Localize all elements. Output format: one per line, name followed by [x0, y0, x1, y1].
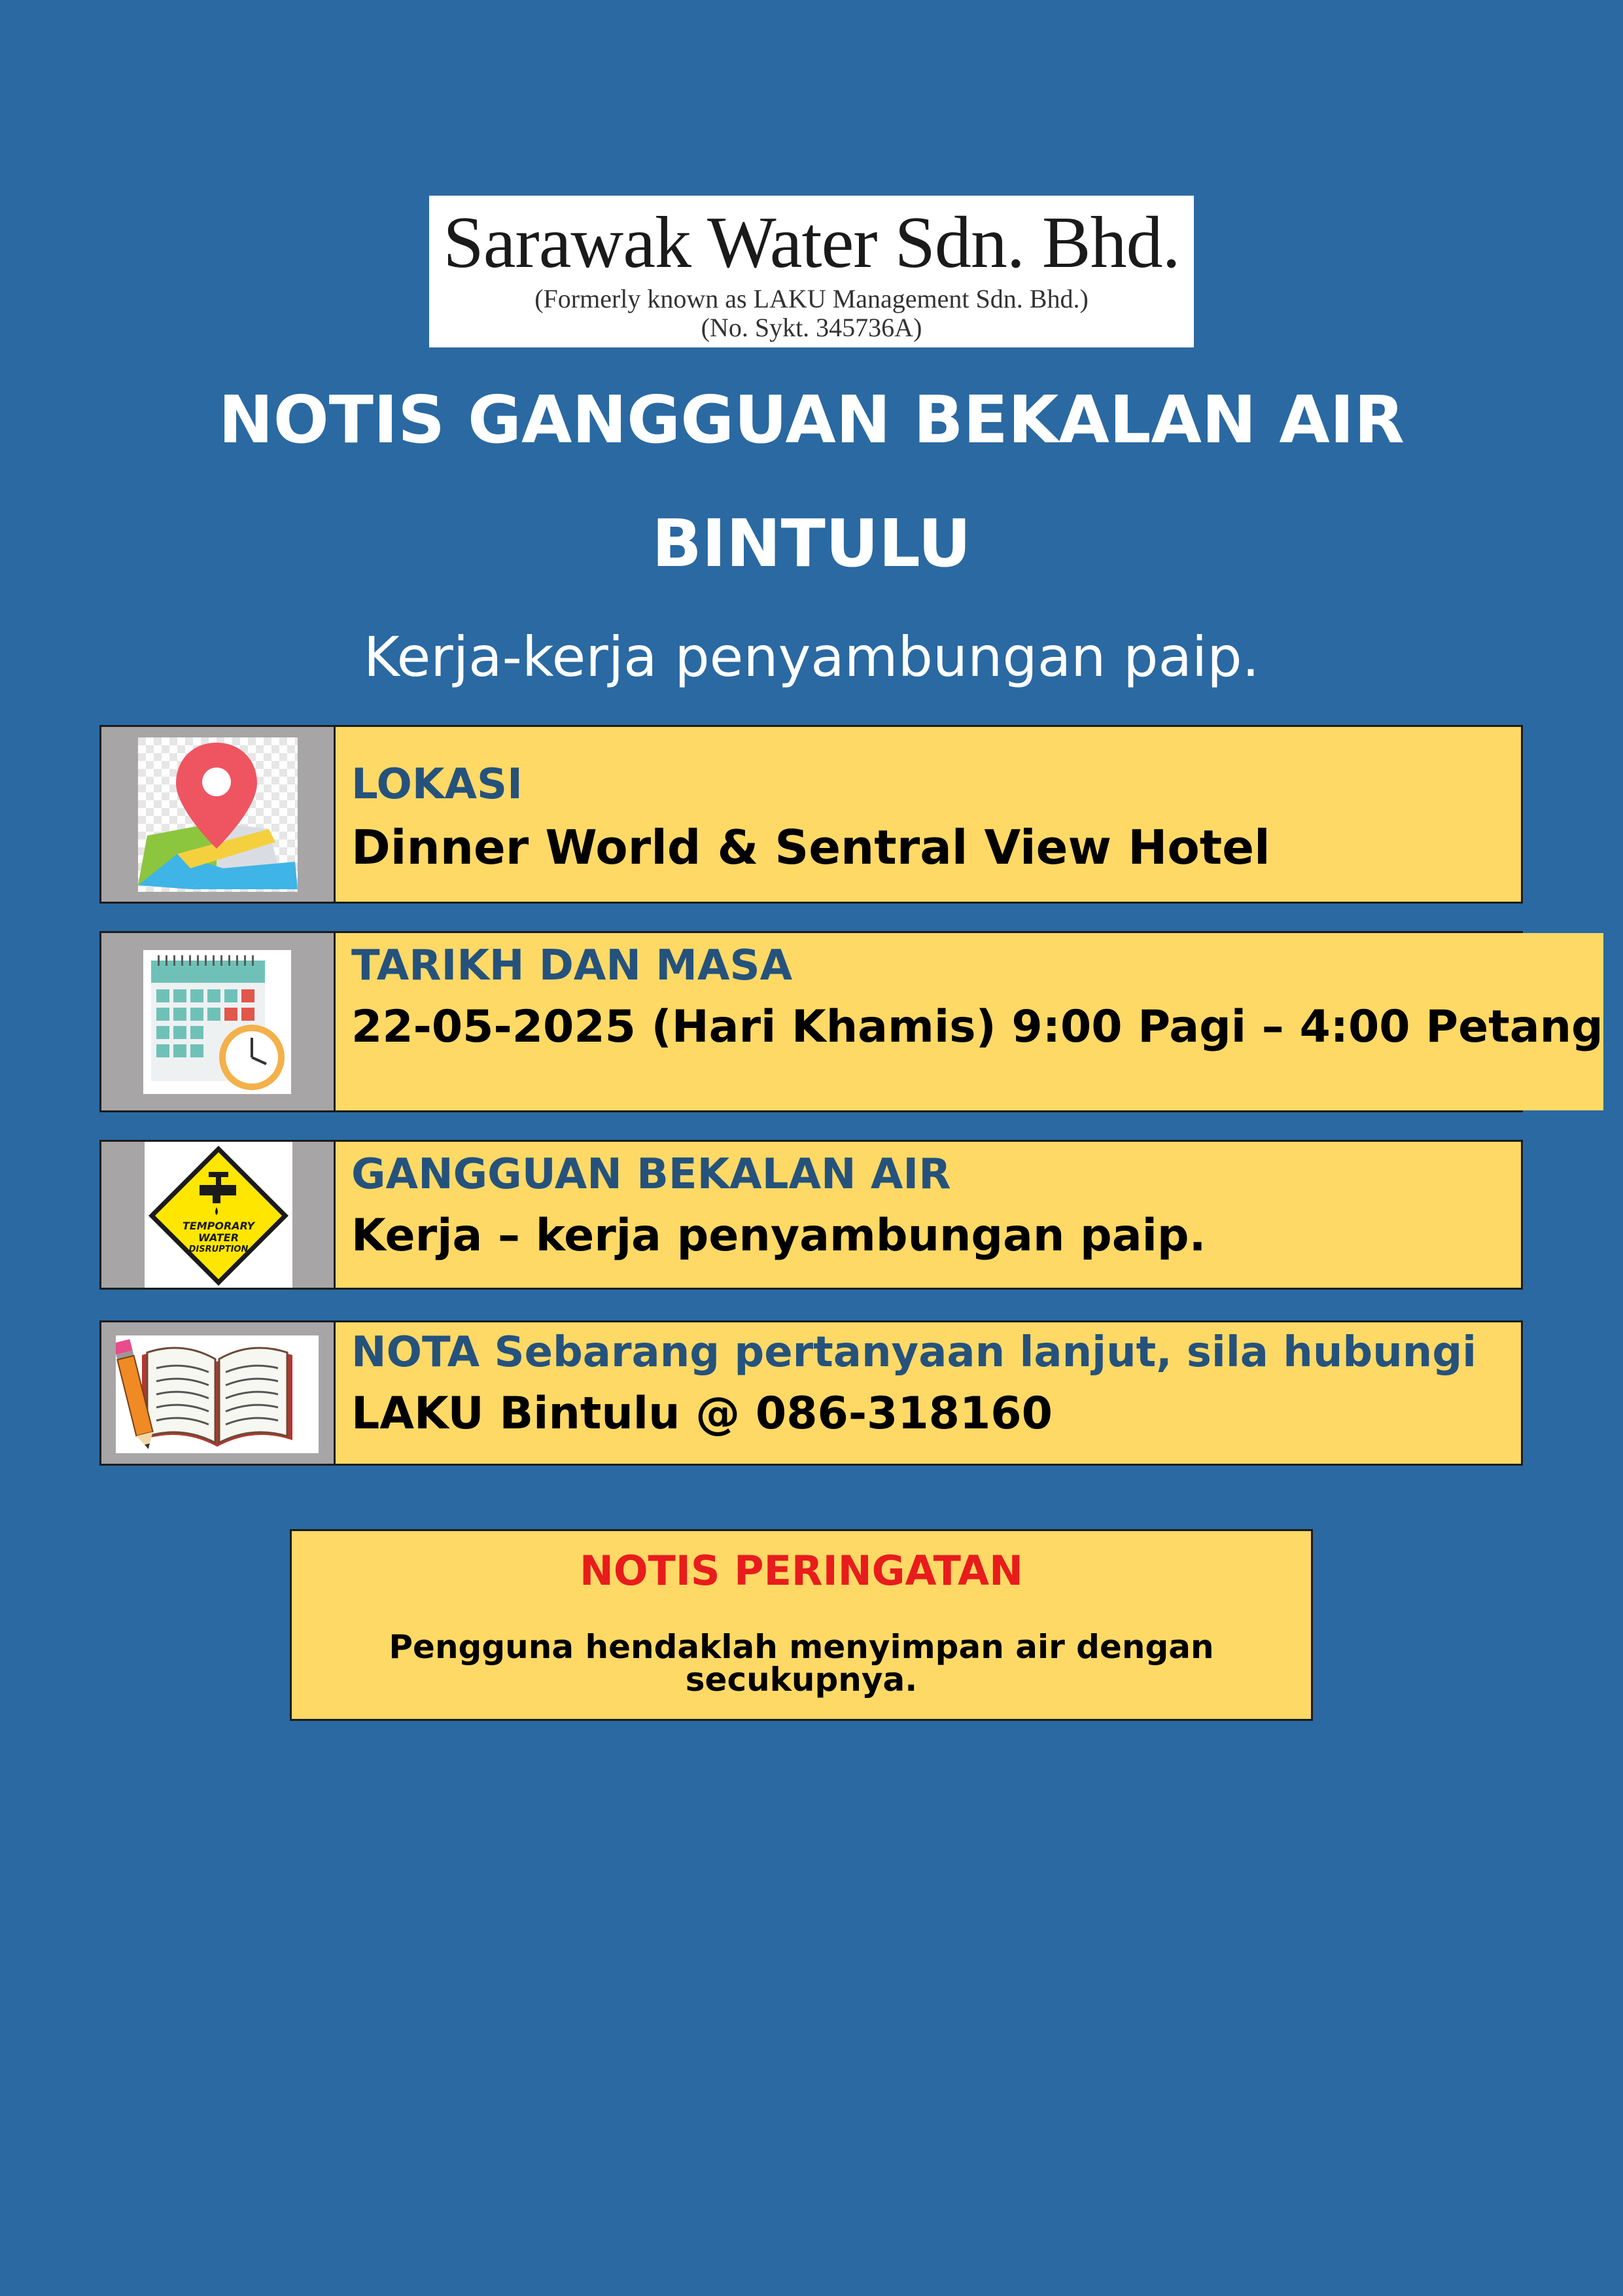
sign-text-line2: WATER [198, 1231, 239, 1244]
row-icon-cell [101, 1322, 336, 1464]
row-text-cell [336, 1322, 1521, 1464]
logo-company-name: Sarawak Water Sdn. Bhd. [443, 202, 1180, 283]
sign-text-line1: TEMPORARY [182, 1220, 255, 1232]
row-icon-cell [101, 933, 336, 1110]
location-label: LOKASI [351, 760, 523, 809]
note-label: NOTA Sebarang pertanyaan lanjut, sila hubungi [351, 1328, 1477, 1377]
row-icon-cell [101, 1142, 336, 1288]
location-value: Dinner World & Sentral View Hotel [351, 820, 1270, 875]
map-pin-icon [138, 737, 298, 892]
note-contact-value: LAKU Bintulu @ 086-318160 [351, 1388, 1053, 1439]
row-disruption [99, 1140, 1523, 1290]
water-disruption-sign-icon [145, 1142, 292, 1288]
warning-notice-text: Pengguna hendaklah menyimpan air dengan secukupnya. [389, 1628, 1214, 1699]
sign-text-line3: DISRUPTION [188, 1245, 249, 1254]
book-pencil-icon [116, 1335, 319, 1453]
row-note [99, 1320, 1523, 1466]
disruption-value: Kerja – kerja penyambungan paip. [351, 1210, 1206, 1262]
warning-notice-box [290, 1529, 1313, 1721]
notice-subtitle: Kerja-kerja penyambungan paip. [363, 625, 1260, 689]
calendar-clock-icon [143, 950, 291, 1094]
row-text-cell [336, 933, 1603, 1110]
warning-notice-title: NOTIS PERINGATAN [579, 1547, 1024, 1595]
logo-registration: (No. Sykt. 345736A) [701, 313, 922, 342]
logo-former-name: (Formerly known as LAKU Management Sdn. Bhd.) [534, 284, 1089, 313]
company-logo [429, 196, 1194, 347]
row-location [99, 725, 1523, 904]
date-time-label: TARIKH DAN MASA [351, 942, 793, 990]
disruption-label: GANGGUAN BEKALAN AIR [351, 1150, 951, 1199]
notice-heading: NOTIS GANGGUAN BEKALAN AIR [218, 381, 1405, 458]
date-time-value: 22-05-2025 (Hari Khamis) 9:00 Pagi – 4:00 Petang [351, 1001, 1603, 1053]
row-text-cell [336, 1142, 1521, 1288]
row-date-time [99, 931, 1603, 1112]
row-icon-cell [101, 727, 336, 902]
location-heading: BINTULU [652, 505, 971, 582]
row-text-cell [336, 727, 1521, 902]
